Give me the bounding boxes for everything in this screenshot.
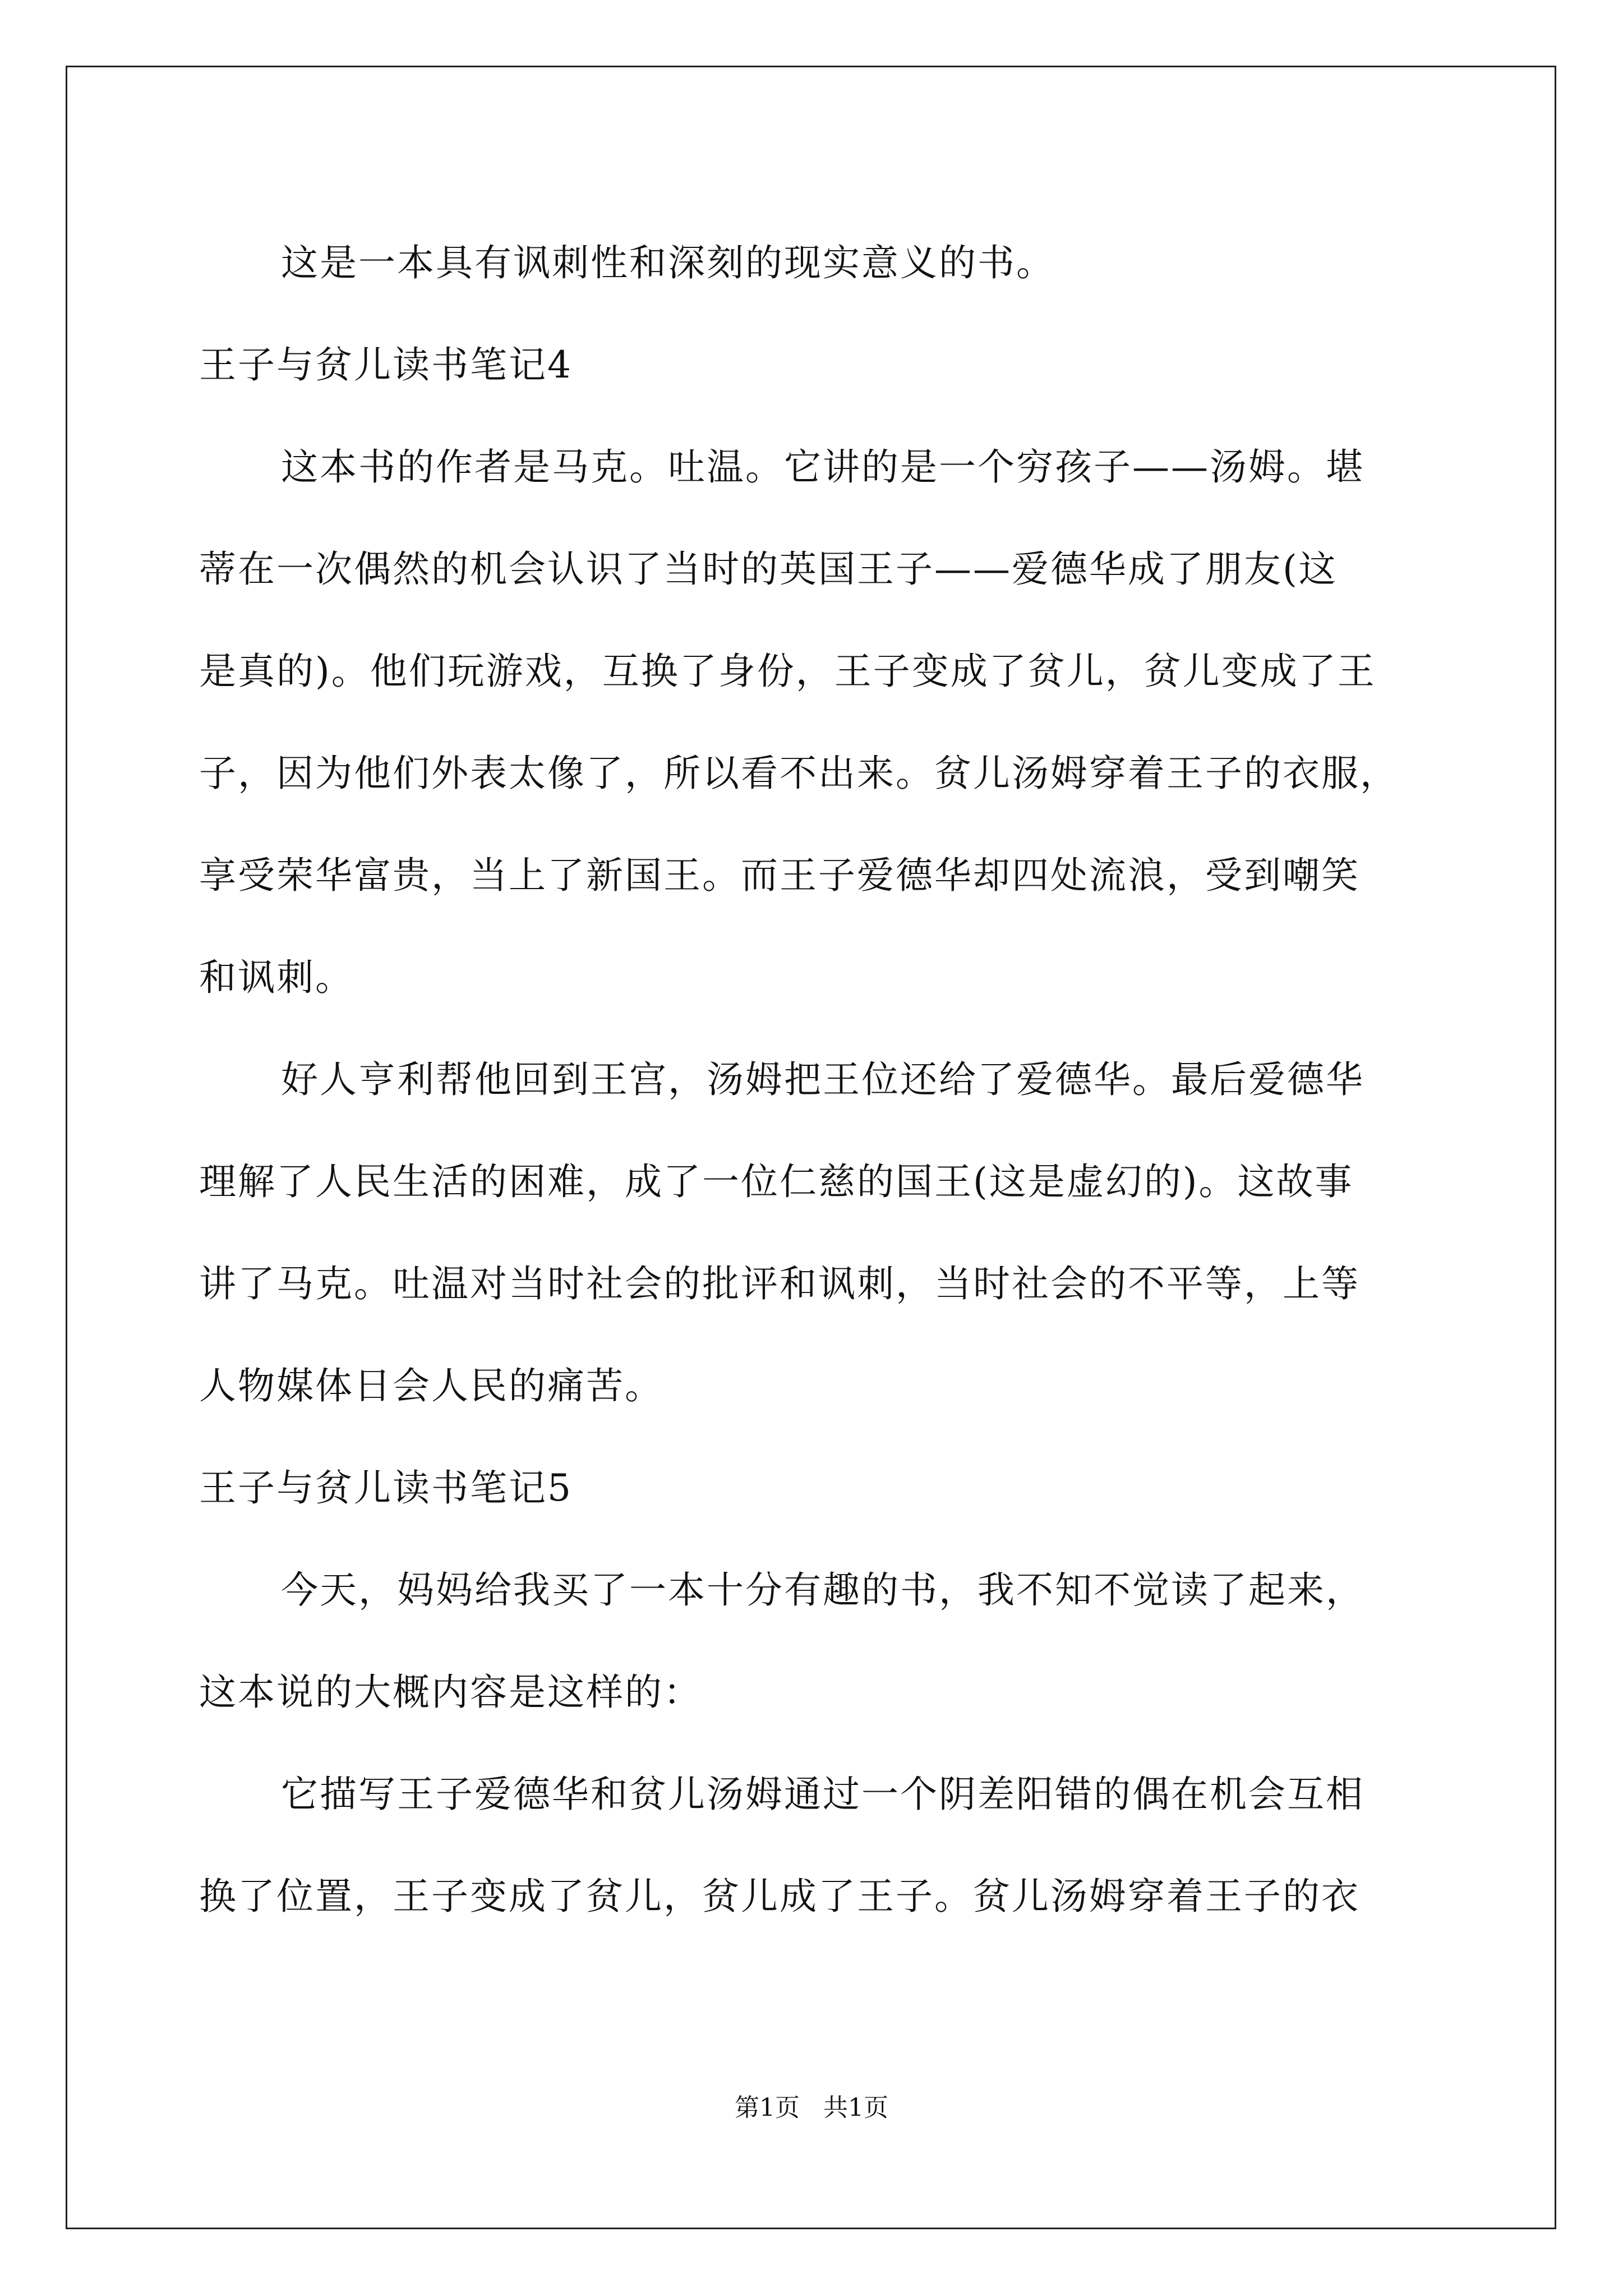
paragraph-line: 它描写王子爱德华和贫儿汤姆通过一个阴差阳错的偶在机会互相 — [281, 1773, 1364, 1816]
page-number: 第1页 — [735, 2093, 800, 2122]
paragraph-line: 是真的)。他们玩游戏，互换了身份，王子变成了贫儿，贫儿变成了王 — [199, 650, 1376, 693]
paragraph-line: 子，因为他们外表太像了，所以看不出来。贫儿汤姆穿着王子的衣服， — [199, 752, 1399, 795]
paragraph-line: 这本书的作者是马克。吐温。它讲的是一个穷孩子——汤姆。堪 — [281, 445, 1364, 489]
paragraph-line: 蒂在一次偶然的机会认识了当时的英国王子——爱德华成了朋友(这 — [199, 547, 1338, 591]
section-heading: 王子与贫儿读书笔记5 — [199, 1466, 573, 1510]
paragraph-line: 这是一本具有讽刺性和深刻的现实意义的书。 — [281, 241, 1055, 284]
paragraph-line: 人物媒体日会人民的痛苦。 — [199, 1364, 663, 1407]
page-footer — [0, 2091, 1623, 2125]
section-heading: 王子与贫儿读书笔记4 — [199, 343, 573, 386]
paragraph-line: 享受荣华富贵，当上了新国王。而王子爱德华却四处流浪，受到嘲笑 — [199, 854, 1360, 897]
paragraph-line: 今天，妈妈给我买了一本十分有趣的书，我不知不觉读了起来， — [281, 1568, 1364, 1612]
paragraph-line: 好人亨利帮他回到王宫，汤姆把王位还给了爱德华。最后爱德华 — [281, 1058, 1364, 1101]
page-total: 共1页 — [823, 2093, 888, 2122]
paragraph-line: 理解了人民生活的困难，成了一位仁慈的国王(这是虚幻的)。这故事 — [199, 1160, 1354, 1203]
paragraph-line: 和讽刺。 — [199, 956, 354, 999]
document-body — [199, 212, 1433, 1948]
paragraph-line: 讲了马克。吐温对当时社会的批评和讽刺，当时社会的不平等，上等 — [199, 1262, 1360, 1305]
paragraph-line: 这本说的大概内容是这样的： — [199, 1671, 702, 1714]
paragraph-line: 换了位置，王子变成了贫儿，贫儿成了王子。贫儿汤姆穿着王子的衣 — [199, 1875, 1360, 1918]
